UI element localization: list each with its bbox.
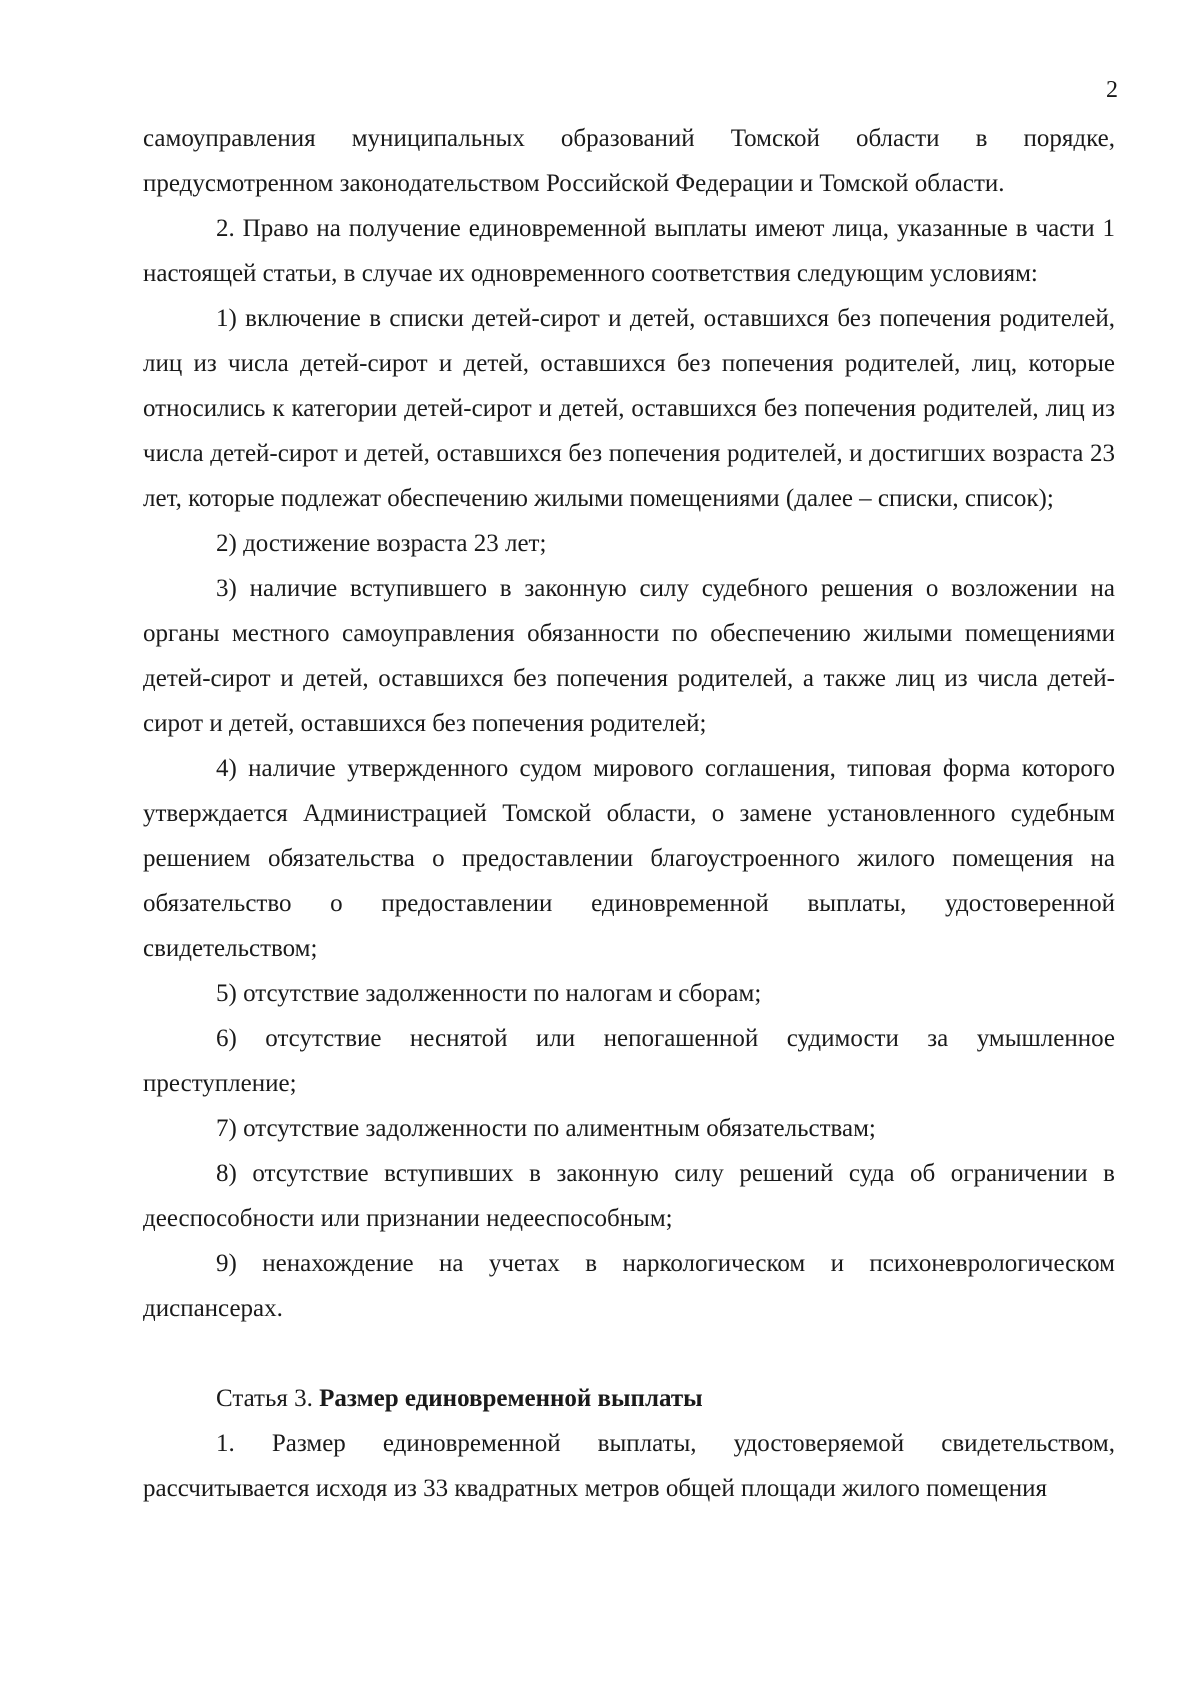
list-item: 9) ненахождение на учетах в наркологическом и психоневрологическом диспансерах. (143, 1250, 1115, 1322)
list-item: 3) наличие вступившего в законную силу судебного решения о возложении на органы местного самоуправления обязанности по обеспечению жилыми помещениями детей-сирот и детей, оставшихся без попечения родителей, а также лиц из числа детей-сирот и детей, оставшихся без попечения родителей; (143, 575, 1115, 737)
list-item: 1) включение в списки детей-сирот и детей, оставшихся без попечения родителей, лиц из числа детей-сирот и детей, оставшихся без попечения родителей, лиц, которые относились к категории детей-сирот и детей, оставшихся без попечения родителей, лиц из числа детей-сирот и детей, оставшихся без попечения родителей, и достигших возраста 23 лет, которые подлежат обеспечению жилыми помещениями (далее – списки, список); (143, 305, 1115, 512)
list-item: 2) достижение возраста 23 лет; (216, 530, 547, 557)
paragraph: 2. Право на получение единовременной выплаты имеют лица, указанные в части 1 настоящей статьи, в случае их одновременного соответствия следующим условиям: (143, 215, 1115, 287)
list-item: 4) наличие утвержденного судом мирового соглашения, типовая форма которого утверждается Администрацией Томской области, о замене установленного судебным решением обязательства о предоставлении благоустроенного жилого помещения на обязательство о предоставлении единовременной выплаты, удостоверенной свидетельством; (143, 755, 1115, 962)
paragraph: 1. Размер единовременной выплаты, удостоверяемой свидетельством, рассчитывается исходя из 33 квадратных метров общей площади жилого помещения (143, 1430, 1115, 1502)
paragraph: самоуправления муниципальных образований Томской области в порядке, предусмотренном законодательством Российской Федерации и Томской области. (143, 125, 1115, 197)
document-body (143, 116, 1115, 1511)
article-title: Размер единовременной выплаты (319, 1385, 703, 1412)
list-item: 5) отсутствие задолженности по налогам и сборам; (216, 980, 762, 1007)
list-item: 7) отсутствие задолженности по алиментным обязательствам; (216, 1115, 876, 1142)
article-heading (143, 1376, 1115, 1421)
article-number: Статья 3. (216, 1385, 320, 1412)
page-number: 2 (1106, 77, 1118, 103)
list-item: 8) отсутствие вступивших в законную силу решений суда об ограничении в дееспособности или признании недееспособным; (143, 1160, 1115, 1232)
list-item: 6) отсутствие неснятой или непогашенной судимости за умышленное преступление; (143, 1025, 1115, 1097)
section-spacer (143, 1331, 1115, 1376)
